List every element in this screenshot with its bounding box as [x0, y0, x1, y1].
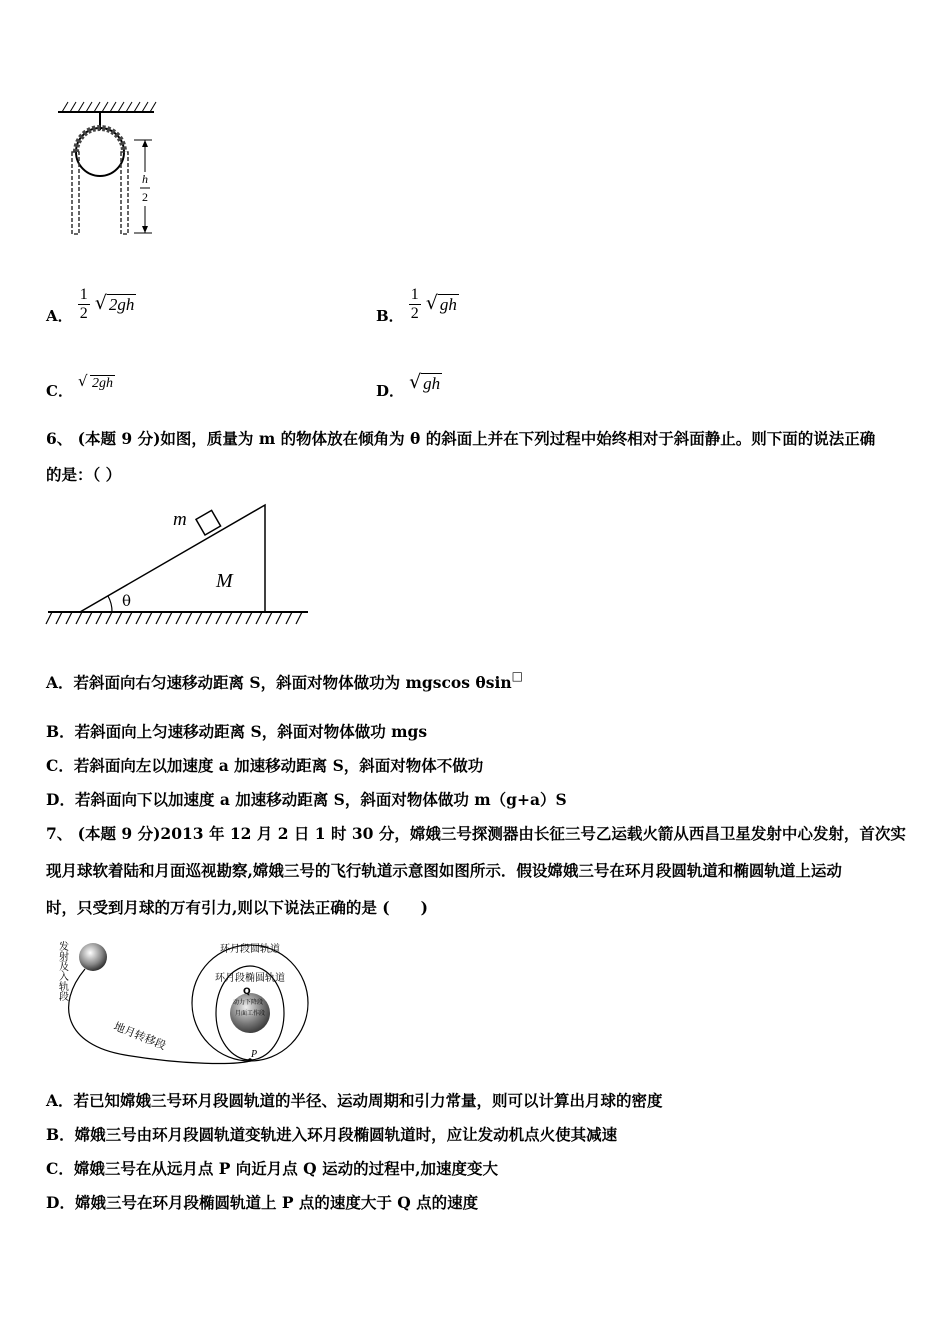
q7-stem-line3: 时，只受到月球的万有引力,则以下说法正确的是 ( ): [46, 898, 428, 917]
circular-orbit-label: 环月段圆轨道: [220, 944, 280, 955]
option-label: C．: [46, 382, 73, 400]
earth: [79, 943, 107, 971]
q7-stem-line1: 7、 (本题 9 分)2013 年 12 月 2 日 1 时 30 分，嫦娥三号探测器由长征三号乙运载火箭从西昌卫星发射中心发射，首次实: [46, 824, 906, 843]
height-label-num: h: [142, 172, 148, 186]
sqrt-expression: √ 2gh: [78, 372, 114, 391]
q7-option-d[interactable]: D．嫦娥三号在环月段椭圆轨道上 P 点的速度大于 Q 点的速度: [46, 1193, 479, 1212]
descent-stage-label: 动力下降段: [233, 999, 264, 1006]
height-label-den: 2: [142, 190, 148, 204]
q5-option-b[interactable]: [376, 286, 459, 323]
q7-stem-line2: 现月球软着陆和月面巡视勘察,嫦娥三号的飞行轨道示意图如图所示．假设嫦娥三号在环月段圆轨道和椭圆轨道上运动: [46, 861, 842, 880]
sqrt-expression: √ gh: [409, 370, 441, 393]
lunar-orbit-figure: [45, 925, 335, 1075]
transfer-stage-label: 地月转移段: [111, 1019, 168, 1053]
pulley-chain-figure: [50, 100, 170, 250]
incline-figure: [40, 495, 315, 635]
elliptical-orbit-label: 环月段椭圆轨道: [215, 973, 285, 984]
fraction: $\frac{1}{2}$: [410, 286, 419, 322]
surface-stage-label: 月面工作段: [235, 1010, 266, 1017]
q6-stem-line2: 的是：（ ）: [46, 465, 122, 484]
Q-point-label: Q: [243, 987, 251, 997]
q6-option-a[interactable]: A．若斜面向右匀速移动距离 S，斜面对物体做功为 mgscos θsin□: [46, 669, 523, 692]
q5-option-d[interactable]: [376, 370, 442, 400]
mass-M-label: M: [216, 570, 233, 592]
q6-option-c[interactable]: C．若斜面向左以加速度 a 加速移动距离 S，斜面对物体不做功: [46, 756, 484, 775]
missing-glyph-box: □: [511, 669, 523, 683]
q7-option-a[interactable]: A．若已知嫦娥三号环月段圆轨道的半径、运动周期和引力常量，则可以计算出月球的密度: [46, 1091, 663, 1110]
launch-stage-label: 发射及入轨段: [56, 941, 68, 1001]
sqrt-expression: √ gh: [425, 291, 457, 314]
option-label: A．: [46, 307, 73, 325]
fraction: $\frac{1}{2}$: [79, 286, 88, 322]
q5-option-c[interactable]: [46, 372, 115, 400]
q7-option-b[interactable]: B．嫦娥三号由环月段圆轨道变轨进入环月段椭圆轨道时，应让发动机点火使其减速: [46, 1125, 618, 1144]
P-point-label: P: [251, 1049, 258, 1060]
q5-option-a[interactable]: [46, 286, 136, 323]
mass-m-label: m: [173, 509, 187, 530]
q6-option-b[interactable]: B．若斜面向上匀速移动距离 S，斜面对物体做功 mgs: [46, 722, 428, 741]
option-label: D．: [376, 382, 405, 400]
option-label: B．: [376, 307, 404, 325]
q6-stem-line1: 6、 (本题 9 分)如图，质量为 m 的物体放在倾角为 θ 的斜面上并在下列过程中始终相对于斜面静止。则下面的说法正确: [46, 429, 876, 448]
theta-label: θ: [122, 592, 132, 610]
q7-option-c[interactable]: C．嫦娥三号在从远月点 P 向近月点 Q 运动的过程中,加速度变大: [46, 1159, 498, 1178]
q6-option-d[interactable]: D．若斜面向下以加速度 a 加速移动距离 S，斜面对物体做功 m（g+a）S: [46, 790, 567, 809]
sqrt-expression: √ 2gh: [94, 291, 135, 314]
